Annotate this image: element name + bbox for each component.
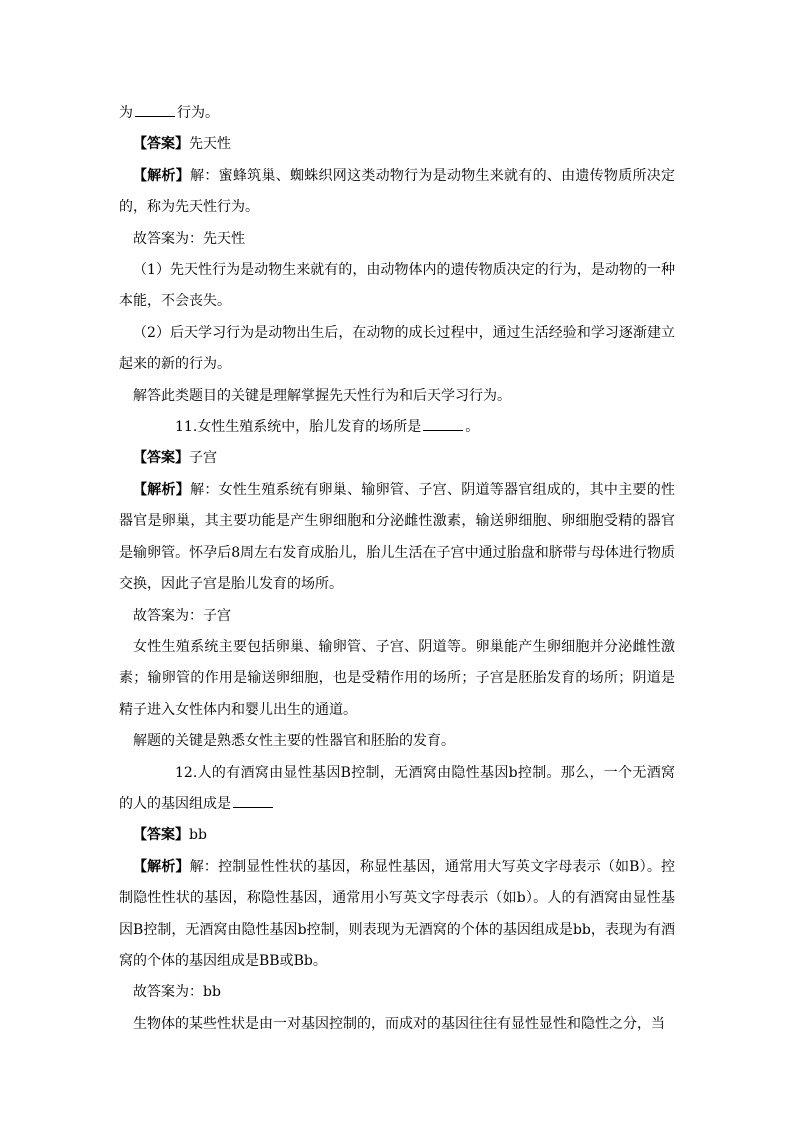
document-page (119, 98, 675, 1040)
q10-note-1: （1）先天性行为是动物生来就有的，由动物体内的遗传物质决定的行为，是动物的一种本能，不会丧失。 (119, 262, 675, 310)
answer-blank (135, 104, 175, 117)
q12-stem (119, 758, 675, 821)
q11-stem-text: 11.女性生殖系统中，胎儿发育的场所是 (175, 419, 422, 436)
q12-final-answer: 故答案为：bb (133, 984, 221, 1001)
q10-final-answer: 故答案为：先天性 (133, 230, 245, 247)
q10-stem-tail (119, 98, 675, 129)
answer-tag: 【答案】 (133, 450, 189, 467)
q12-analysis (119, 852, 675, 978)
q10-stem-tail-end: 行为。 (177, 105, 219, 121)
q12-note: 生物体的某些性状是由一对基因控制的，而成对的基因往往有显性显性和隐性之分，当 (133, 1015, 665, 1032)
answer-text: 先天性 (189, 136, 231, 153)
answer-blank (423, 418, 463, 431)
answer-tag: 【答案】 (133, 827, 189, 844)
analysis-tag: 【解析】 (133, 858, 190, 875)
q10-analysis (119, 161, 675, 224)
answer-blank (233, 795, 273, 808)
answer-text: bb (189, 827, 207, 844)
q12-answer (119, 820, 675, 851)
answer-text: 子宫 (189, 450, 217, 467)
analysis-text: 解：控制显性性状的基因，称显性基因，通常用大写英文字母表示（如B）。控制隐性性状的基因，称隐性基因，通常用小写英文字母表示（如b）。人的有酒窝由显性基因B控制，无酒窝由隐性基因b控制，则表现为无酒窝的个体的基因组成是bb，表现为有酒窝的个体的基因组成是BB或Bb。 (119, 858, 676, 969)
analysis-text: 解：女性生殖系统有卵巢、输卵管、子宫、阴道等器官组成的，其中主要的性器官是卵巢，其主要功能是产生卵细胞和分泌雌性激素，输送卵细胞、卵细胞受精的器官是输卵管。怀孕后8周左右发育成胎儿，胎儿生活在子宫中通过胎盘和脐带与母体进行物质交换，因此子宫是胎儿发育的场所。 (119, 481, 676, 593)
q10-stem-tail-start: 为 (119, 105, 133, 121)
q10-answer (119, 129, 675, 160)
q11-stem (119, 412, 675, 443)
q10-key-point: 解答此类题目的关键是理解掌握先天性行为和后天学习行为。 (133, 387, 511, 404)
q10-note-2: （2）后天学习行为是动物出生后，在动物的成长过程中，通过生活经验和学习逐渐建立起来的新的行为。 (119, 324, 675, 373)
q11-note: 女性生殖系统主要包括卵巢、输卵管、子宫、阴道等。卵巢能产生卵细胞并分泌雌性激素；输卵管的作用是输送卵细胞，也是受精作用的场所；子宫是胚胎发育的场所；阴道是精子进入女性体内和婴儿出生的通道。 (119, 638, 675, 718)
q11-stem-end: 。 (465, 419, 480, 436)
analysis-tag: 【解析】 (133, 167, 191, 184)
analysis-text: 解：蜜蜂筑巢、蜘蛛织网这类动物行为是动物生来就有的、由遗传物质所决定的，称为先天性行为。 (119, 167, 676, 216)
q11-key-point: 解题的关键是熟悉女性主要的性器官和胚胎的发育。 (133, 733, 455, 750)
analysis-tag: 【解析】 (133, 481, 191, 498)
q11-answer (119, 443, 675, 474)
q11-analysis (119, 475, 675, 601)
answer-tag: 【答案】 (133, 136, 189, 153)
q12-stem-text: 12.人的有酒窝由显性基因B控制，无酒窝由隐性基因b控制。那么，一个无酒窝的人的基因组成是 (119, 764, 675, 812)
q11-final-answer: 故答案为：子宫 (133, 607, 231, 624)
